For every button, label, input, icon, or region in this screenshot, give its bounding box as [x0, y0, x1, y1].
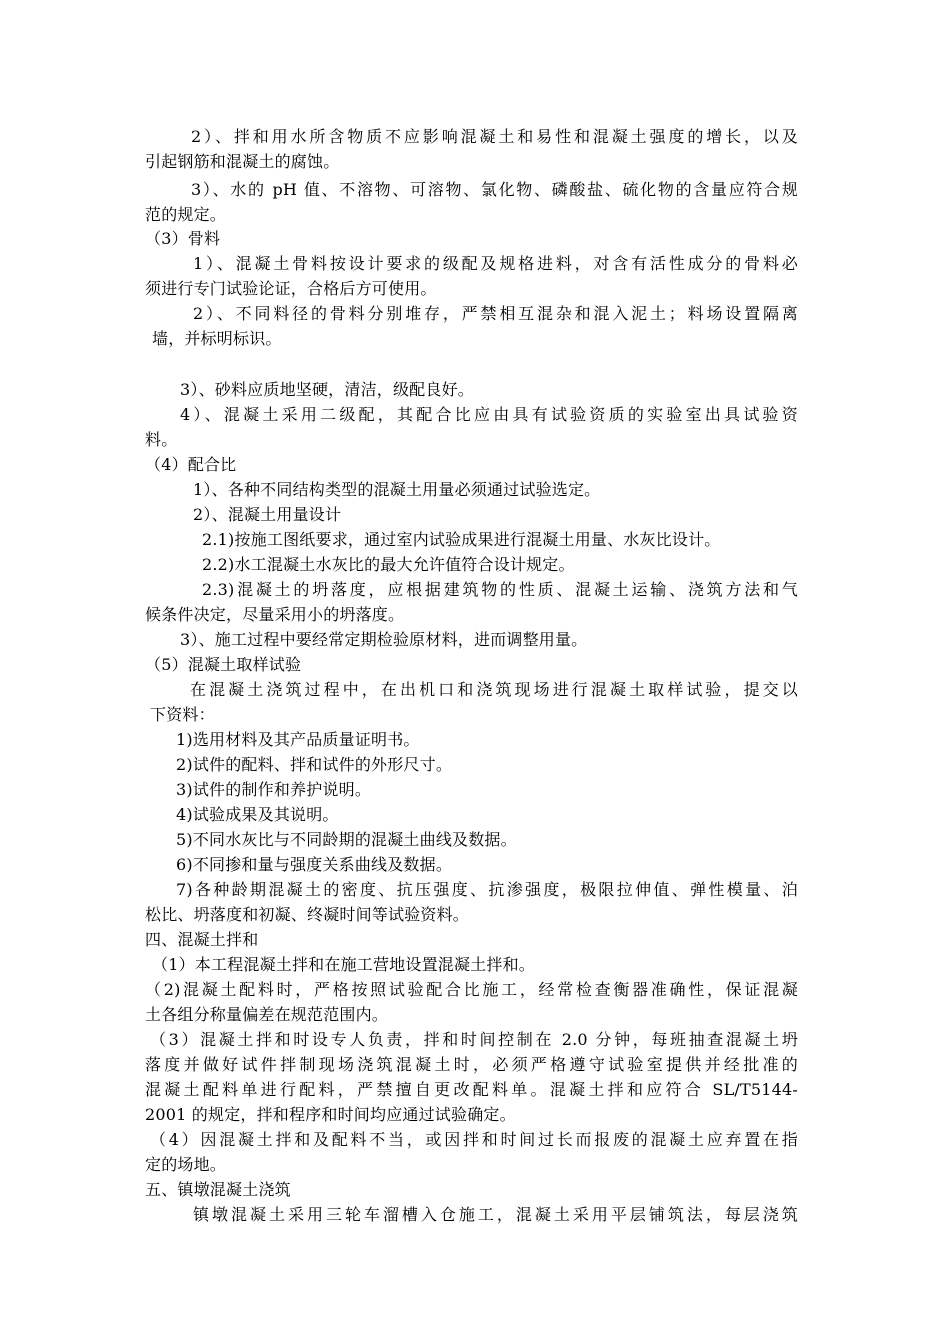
- text-line-40: （4）因混凝土拌和及配料不当，或因拌和时间过长而报废的混凝土应弃置在指: [150, 1130, 798, 1149]
- text-line-35: 土各组分称量偏差在规范范围内。: [145, 1005, 389, 1024]
- text-line-4: 范的规定。: [145, 205, 227, 224]
- text-line-37: 落度并做好试件拌制现场浇筑混凝土时，必须严格遵守试验室提供并经批准的: [145, 1055, 798, 1074]
- section-heading-mix-ratio: （4）配合比: [145, 455, 237, 474]
- text-line-7: 须进行专门试验论证，合格后方可使用。: [145, 279, 437, 298]
- text-line-17: 2.2)水工混凝土水灰比的最大允许值符合设计规定。: [202, 555, 575, 574]
- text-line-25: 2)试件的配料、拌和试件的外形尺寸。: [176, 755, 453, 774]
- text-line-20: 3）、施工过程中要经常定期检验原材料，进而调整用量。: [180, 630, 588, 649]
- text-line-24: 1)选用材料及其产品质量证明书。: [176, 730, 420, 749]
- text-line-39: 2001 的规定，拌和程序和时间均应通过试验确定。: [145, 1105, 516, 1124]
- text-line-27: 4)试验成果及其说明。: [176, 805, 339, 824]
- text-line-12: 料。: [145, 430, 178, 449]
- text-line-33: （1）本工程混凝土拌和在施工营地设置混凝土拌和。: [152, 955, 535, 974]
- text-line-3: 3）、水的 pH 值、不溶物、可溶物、氯化物、磷酸盐、硫化物的含量应符合规: [191, 180, 798, 199]
- text-line-15: 2）、混凝土用量设计: [193, 505, 342, 524]
- text-line-41: 定的场地。: [145, 1155, 227, 1174]
- text-line-34: （2)混凝土配料时，严格按照试验配合比施工，经常检查衡器准确性，保证混凝: [145, 980, 798, 999]
- text-line-22: 在混凝土浇筑过程中，在出机口和浇筑现场进行混凝土取样试验，提交以: [190, 680, 798, 699]
- section-heading-pier-pouring: 五、镇墩混凝土浇筑: [145, 1180, 291, 1199]
- section-heading-mixing: 四、混凝土拌和: [145, 930, 259, 949]
- text-line-10: 3）、砂料应质地坚硬，清洁，级配良好。: [180, 380, 474, 399]
- text-line-9: 墙，并标明标识。: [152, 329, 282, 348]
- text-line-26: 3)试件的制作和养护说明。: [176, 780, 372, 799]
- text-line-43: 镇墩混凝土采用三轮车溜槽入仓施工，混凝土采用平层铺筑法，每层浇筑: [193, 1205, 798, 1224]
- text-line-30: 7)各种龄期混凝土的密度、抗压强度、抗渗强度，极限拉伸值、弹性模量、泊: [176, 880, 798, 899]
- text-line-8: 2）、不同料径的骨料分别堆存，严禁相互混杂和混入泥土；料场设置隔离: [193, 304, 798, 323]
- text-line-1: 2）、拌和用水所含物质不应影响混凝土和易性和混凝土强度的增长，以及: [191, 127, 798, 146]
- text-line-31: 松比、坍落度和初凝、终凝时间等试验资料。: [145, 905, 470, 924]
- text-line-6: 1）、混凝土骨料按设计要求的级配及规格进料，对含有活性成分的骨料必: [193, 254, 798, 273]
- section-heading-sampling: （5）混凝土取样试验: [145, 655, 302, 674]
- text-line-38: 混凝土配料单进行配料，严禁擅自更改配料单。混凝土拌和应符合 SL/T5144-: [145, 1080, 798, 1099]
- text-line-18: 2.3)混凝土的坍落度，应根据建筑物的性质、混凝土运输、浇筑方法和气: [202, 580, 798, 599]
- text-line-19: 候条件决定，尽量采用小的坍落度。: [145, 605, 405, 624]
- text-line-2: 引起钢筋和混凝土的腐蚀。: [145, 152, 340, 171]
- text-line-16: 2.1)按施工图纸要求，通过室内试验成果进行混凝土用量、水灰比设计。: [202, 530, 721, 549]
- text-line-28: 5)不同水灰比与不同龄期的混凝土曲线及数据。: [176, 830, 517, 849]
- text-line-11: 4）、混凝土采用二级配，其配合比应由具有试验资质的实验室出具试验资: [180, 405, 798, 424]
- text-line-14: 1）、各种不同结构类型的混凝土用量必须通过试验选定。: [193, 480, 601, 499]
- text-line-29: 6)不同掺和量与强度关系曲线及数据。: [176, 855, 453, 874]
- text-line-23: 下资料：: [150, 705, 215, 724]
- text-line-36: （3）混凝土拌和时设专人负责，拌和时间控制在 2.0 分钟，每班抽查混凝土坍: [150, 1030, 798, 1049]
- section-heading-aggregate: （3）骨料: [145, 229, 221, 248]
